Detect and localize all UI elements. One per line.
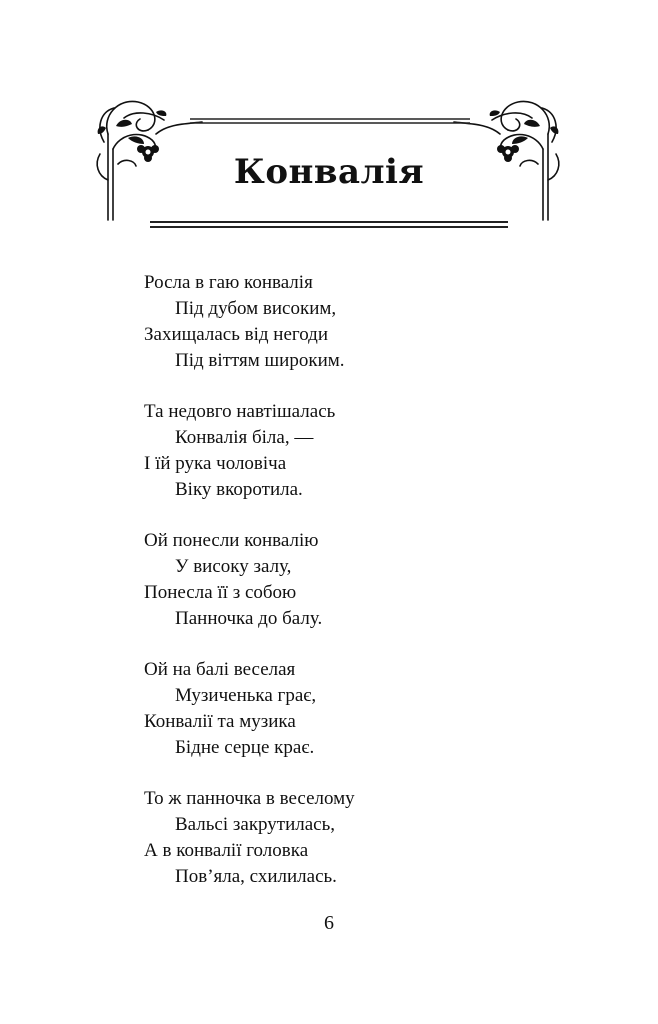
poem-line: Конвалії та музика [144,711,296,732]
poem-line: Під дубом високим, [175,298,337,319]
poem-line: Вальсі закрутилась, [175,814,336,835]
title-underline [150,221,508,228]
poem-line: І їй рука чоловіча [144,453,287,474]
poem-line: Та недовго навтішалась [144,401,336,422]
poem-line: Під віттям широким. [175,350,345,371]
poem-line: У високу залу, [175,556,292,577]
stanza [144,528,564,632]
poem-title: Конвалія [233,152,425,192]
poem-line: Музиченька грає, [175,685,317,706]
poem-line: Росла в гаю конвалія [144,272,313,293]
page-number: 6 [324,912,334,934]
stanza [144,786,564,890]
title-header [0,0,658,240]
stanza [144,657,564,761]
poem-line: Ой на балі веселая [144,659,296,680]
poem-line: Понесла її з собою [144,582,297,603]
poem-body [144,270,564,915]
poem-line: Панночка до балу. [175,608,323,629]
poem-line: Конвалія біла, — [175,427,314,448]
poem-line: Бідне серце крає. [175,737,315,758]
top-rule [190,118,470,124]
poem-line: Віку вкоротила. [175,479,303,500]
stanza [144,270,564,374]
poem-line: Захищалась від негоди [144,324,328,345]
poem-line: А в конвалії головка [144,840,309,861]
poem-line: То ж панночка в веселому [144,788,355,809]
poem-line: Пов’яла, схилилась. [175,866,337,887]
poem-line: Ой понесли конвалію [144,530,319,551]
stanza [144,399,564,503]
